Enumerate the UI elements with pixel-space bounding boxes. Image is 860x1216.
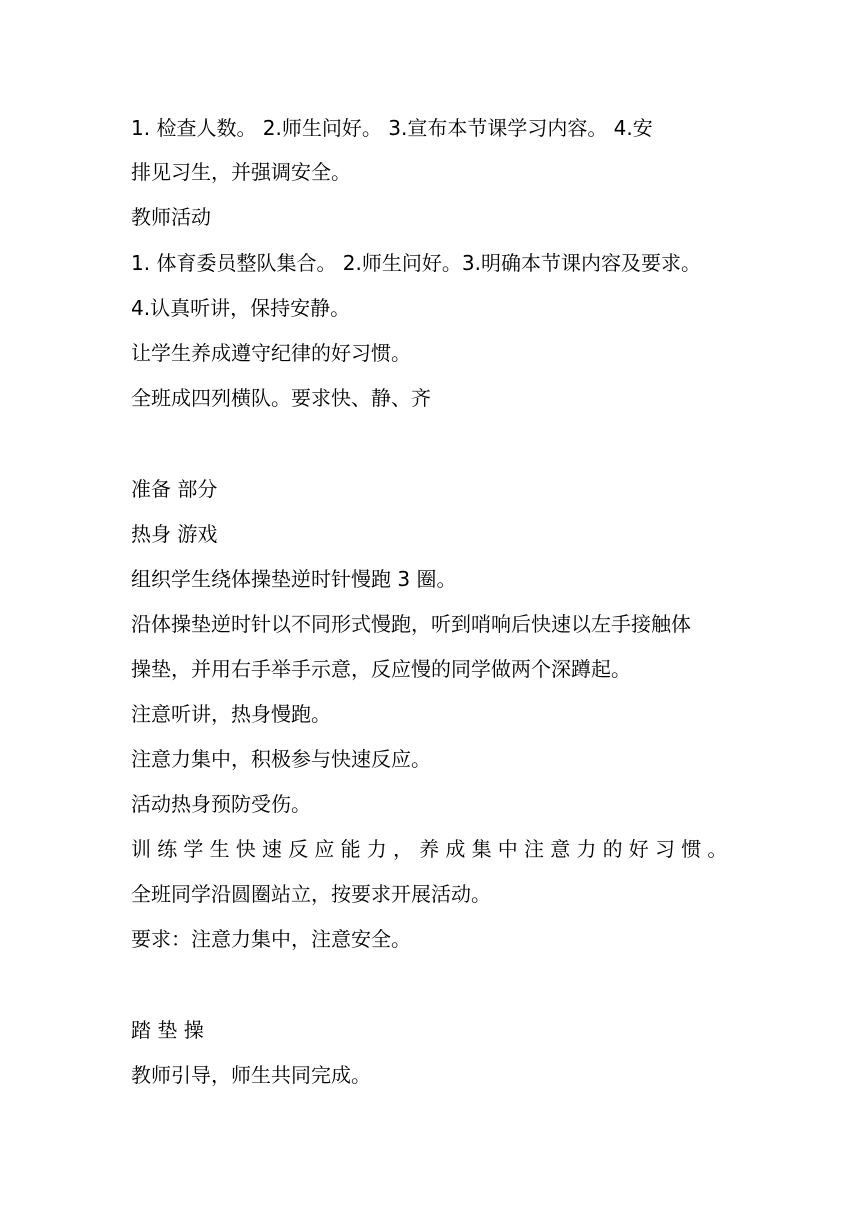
section-heading-preparation: 准备 部分 [131, 477, 218, 501]
text-line-5: 4.认真听讲，保持安静。 [131, 296, 351, 320]
text-line-4: 1. 体育委员整队集合。 2.师生问好。3.明确本节课内容及要求。 [131, 251, 701, 275]
text-line-12: 操垫，并用右手举手示意，反应慢的同学做两个深蹲起。 [131, 657, 631, 681]
text-line-14: 注意力集中，积极参与快速反应。 [131, 747, 431, 771]
text-line-10: 组织学生绕体操垫逆时针慢跑 3 圈。 [131, 567, 457, 591]
text-line-17: 全班同学沿圆圈站立，按要求开展活动。 [131, 882, 491, 906]
section-heading-mat-exercise: 踏 垫 操 [131, 1018, 204, 1042]
text-line-7: 全班成四列横队。要求快、静、齐 [131, 386, 431, 410]
text-line-2: 排见习生，并强调安全。 [131, 160, 351, 184]
text-line-6: 让学生养成遵守纪律的好习惯。 [131, 341, 411, 365]
section-heading-warmup-game: 热身 游戏 [131, 522, 218, 546]
text-line-18: 要求：注意力集中，注意安全。 [131, 927, 411, 951]
text-line-11: 沿体操垫逆时针以不同形式慢跑，听到哨响后快速以左手接触体 [131, 612, 691, 636]
text-line-1: 1. 检查人数。 2.师生问好。 3.宣布本节课学习内容。 4.安 [131, 116, 653, 140]
text-line-15: 活动热身预防受伤。 [131, 792, 311, 816]
text-line-3: 教师活动 [131, 205, 211, 229]
text-line-13: 注意听讲，热身慢跑。 [131, 702, 331, 726]
text-line-16: 训练学生快速反应能力，养成集中注意力的好习惯。 [131, 837, 734, 861]
text-line-20: 教师引导，师生共同完成。 [131, 1063, 371, 1087]
